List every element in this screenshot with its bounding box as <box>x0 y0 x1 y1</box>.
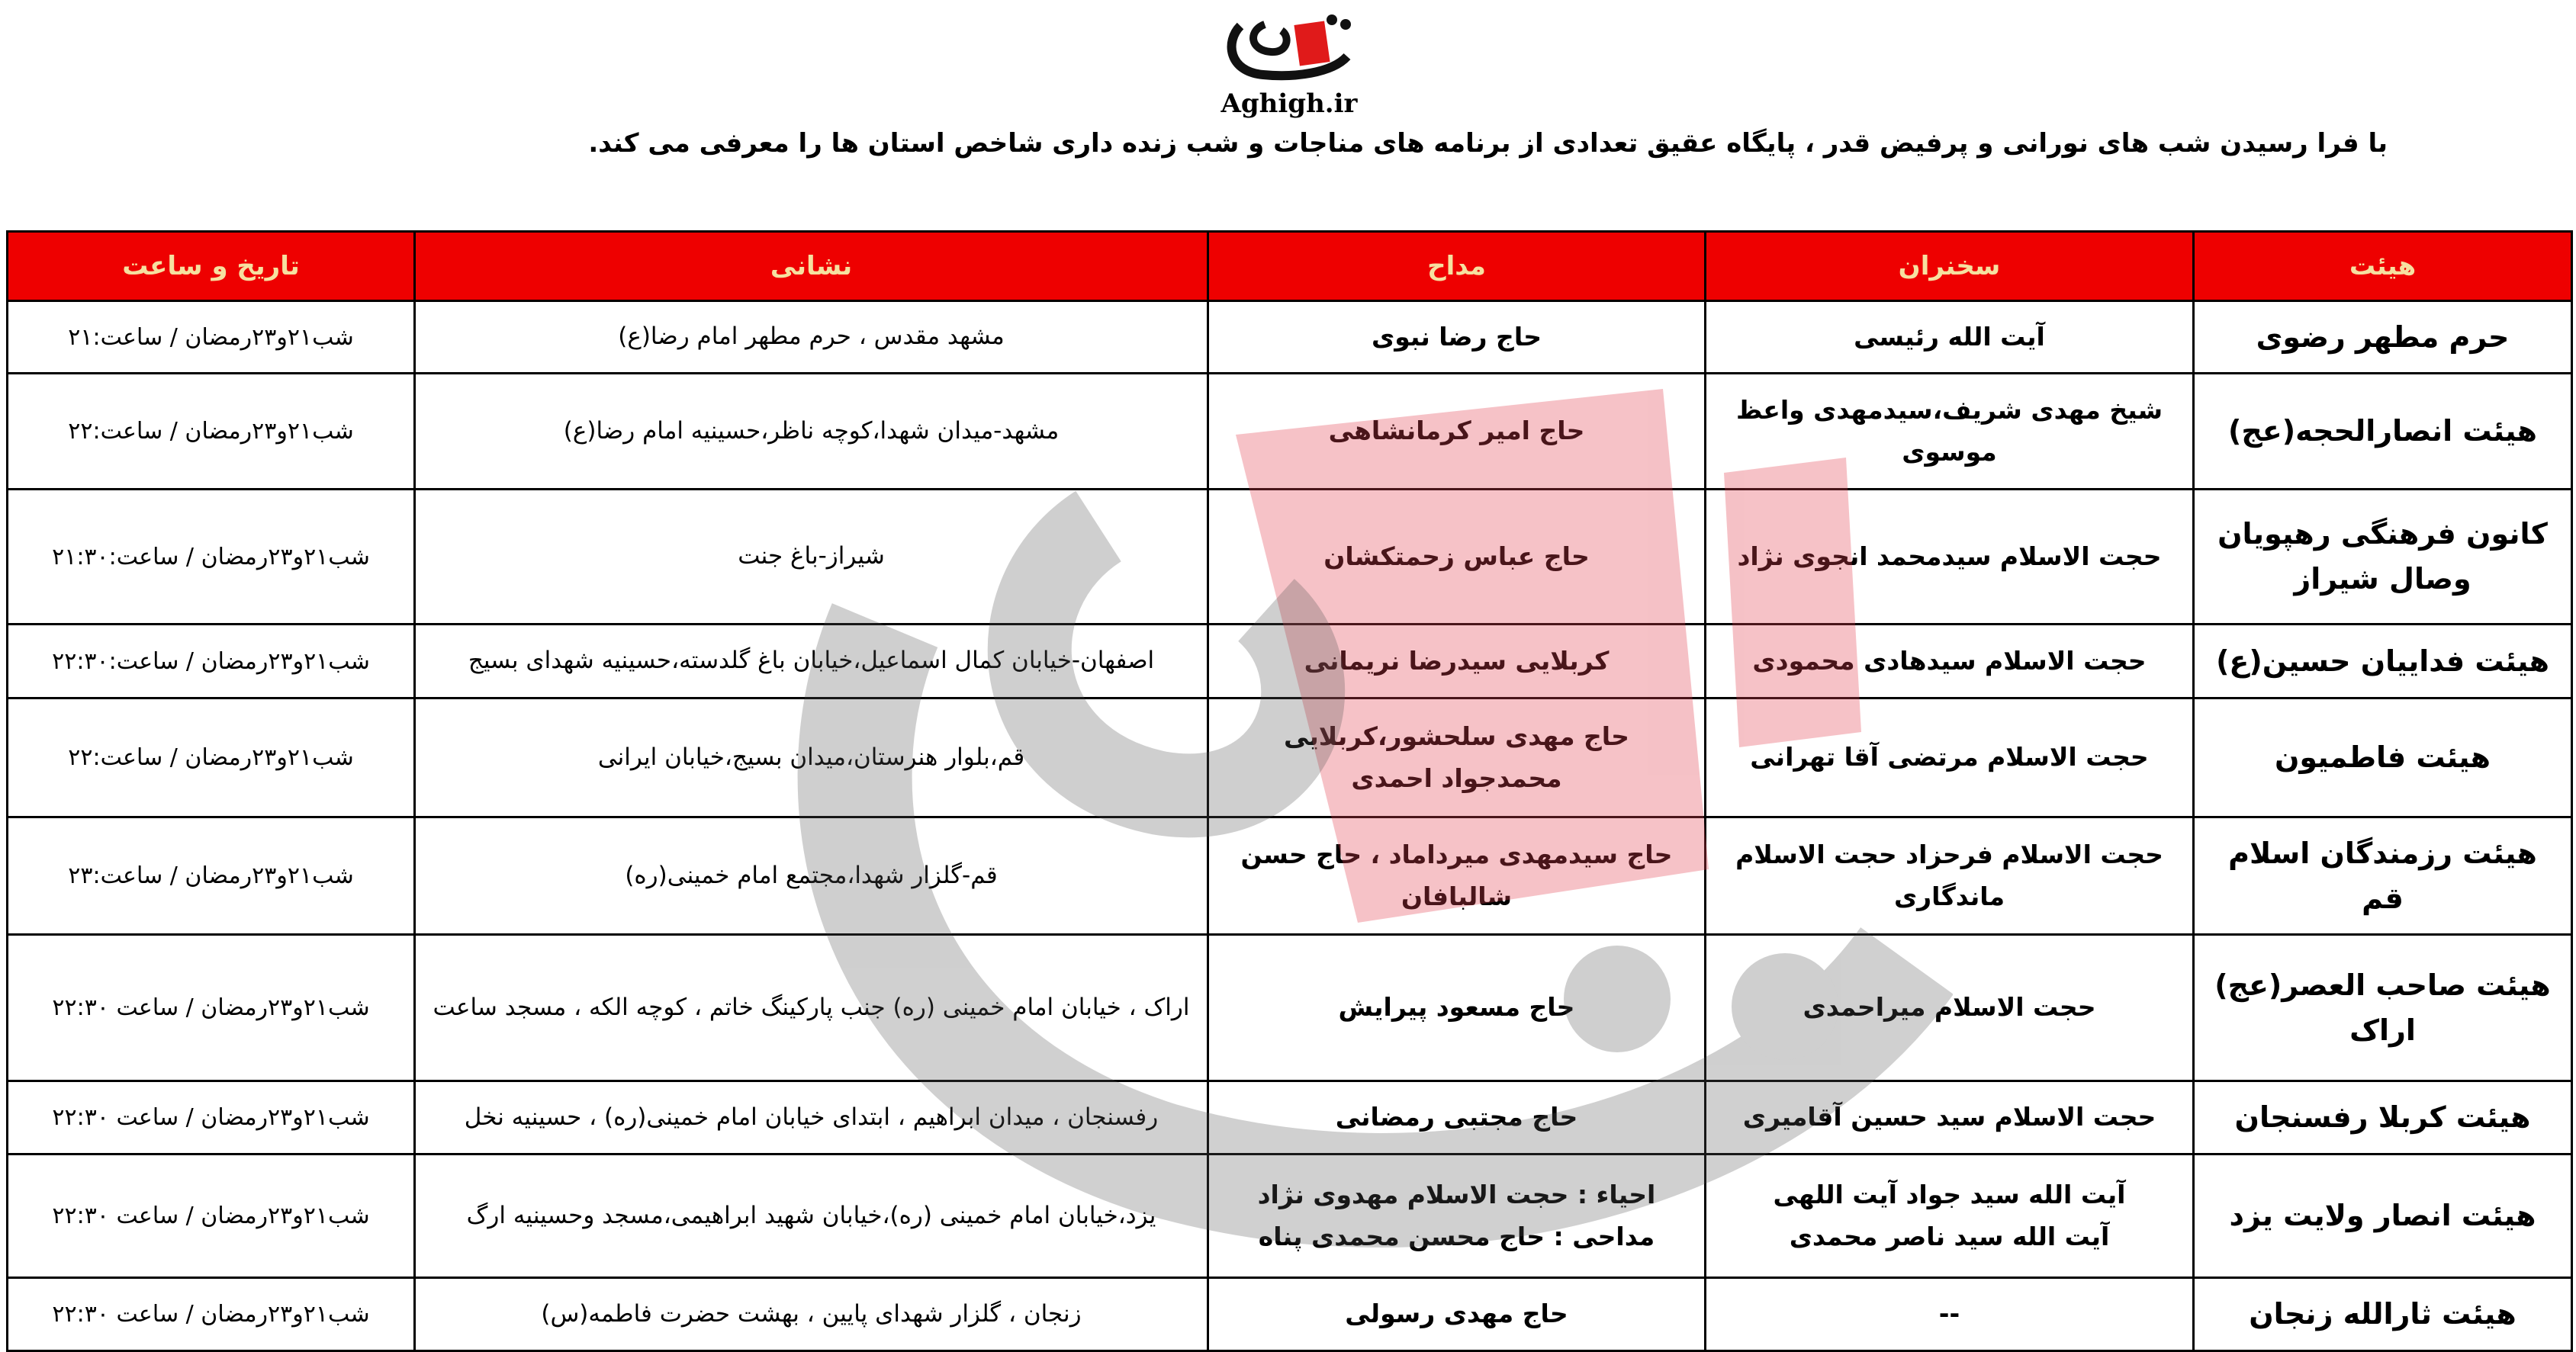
cell-address: زنجان ، گلزار شهدای پایین ، بهشت حضرت فاطمه(س) <box>415 1278 1208 1351</box>
cell-datetime: شب۲۱و۲۳رمضان / ساعت ۲۲:۳۰ <box>8 1154 415 1278</box>
cell-datetime: شب۲۱و۲۳رمضان / ساعت ۲۲:۳۰ <box>8 935 415 1081</box>
cell-madah: حاج عباس زحمتکشان <box>1208 490 1706 625</box>
cell-madah: حاج مهدی رسولی <box>1208 1278 1706 1351</box>
cell-madah: حاج امیر کرمانشاهی <box>1208 374 1706 490</box>
cell-speakers <box>1706 1154 2194 1278</box>
schedule-table <box>6 230 2573 1352</box>
cell-speakers: حجت الاسلام سیدمحمد انجوی نژاد <box>1706 490 2194 625</box>
table-row <box>8 698 2572 817</box>
cell-address: قم،بلوار هنرستان،میدان بسیج،خیابان ایرانی <box>415 698 1208 817</box>
madah-line: مداحی : حاج محسن محمدی پناه <box>1258 1221 1655 1251</box>
cell-datetime: شب۲۱و۲۳رمضان / ساعت:۲۱:۳۰ <box>8 490 415 625</box>
cell-heyat: کانون فرهنگی رهپویان وصال شیراز <box>2194 490 2572 625</box>
cell-speakers: حجت الاسلام سید حسین آقامیری <box>1706 1081 2194 1154</box>
cell-address: اراک ، خیابان امام خمینی (ره) جنب پارکینگ خاتم ، کوچه الکه ، مسجد ساعت <box>415 935 1208 1081</box>
cell-datetime: شب۲۱و۲۳رمضان / ساعت ۲۲:۳۰ <box>8 1081 415 1154</box>
cell-speakers: حجت الاسلام میراحمدی <box>1706 935 2194 1081</box>
table-row <box>8 1278 2572 1351</box>
cell-madah: کربلایی سیدرضا نریمانی <box>1208 625 1706 698</box>
cell-datetime: شب۲۱و۲۳رمضان / ساعت:۲۲ <box>8 374 415 490</box>
intro-text: با فرا رسیدن شب های نورانی و پرفیض قدر ، پایگاه عقیق تعدادی از برنامه های مناجات و شب زنده داری شاخص استان ها را معرفی می کند. <box>588 128 2388 159</box>
cell-heyat: هیئت فاطمیون <box>2194 698 2572 817</box>
cell-datetime: شب۲۱و۲۳رمضان / ساعت:۲۱ <box>8 301 415 374</box>
cell-speakers: آیت الله رئیسی <box>1706 301 2194 374</box>
col-header-heyat: هیئت <box>2194 232 2572 301</box>
cell-heyat: هیئت انصارالحجه(عج) <box>2194 374 2572 490</box>
cell-heyat: هیئت ثارالله زنجان <box>2194 1278 2572 1351</box>
table-header-row <box>8 232 2572 301</box>
col-header-speakers: سخنران <box>1706 232 2194 301</box>
cell-madah: حاج مجتبی رمضانی <box>1208 1081 1706 1154</box>
cell-address: مشهد مقدس ، حرم مطهر امام رضا(ع) <box>415 301 1208 374</box>
cell-address: قم-گلزار شهدا،مجتمع امام خمینی(ره) <box>415 817 1208 935</box>
cell-madah: حاج مهدی سلحشور،کربلایی محمدجواد احمدی <box>1208 698 1706 817</box>
cell-datetime: شب۲۱و۲۳رمضان / ساعت:۲۳ <box>8 817 415 935</box>
table-row <box>8 1081 2572 1154</box>
cell-address: مشهد-میدان شهدا،کوچه ناظر،حسینیه امام رضا(ع) <box>415 374 1208 490</box>
cell-speakers: حجت الاسلام سیدهادی محمودی <box>1706 625 2194 698</box>
table-row <box>8 374 2572 490</box>
col-header-address: نشانی <box>415 232 1208 301</box>
cell-address: یزد،خیابان امام خمینی (ره)،خیابان شهید ابراهیمی،مسجد وحسینیه ارگ <box>415 1154 1208 1278</box>
cell-address: اصفهان-خیابان کمال اسماعیل،خیابان باغ گلدسته،حسینیه شهدای بسیج <box>415 625 1208 698</box>
table-row <box>8 817 2572 935</box>
speaker-line: آیت الله سید ناصر محمدی <box>1789 1221 2110 1251</box>
site-name: Aghigh.ir <box>1220 88 1358 119</box>
cell-madah <box>1208 1154 1706 1278</box>
table-row <box>8 935 2572 1081</box>
cell-madah: حاج رضا نبوی <box>1208 301 1706 374</box>
cell-datetime: شب۲۱و۲۳رمضان / ساعت:۲۲ <box>8 698 415 817</box>
cell-madah: حاج سیدمهدی میرداماد ، حاج حسن شالبافان <box>1208 817 1706 935</box>
table-row <box>8 490 2572 625</box>
cell-heyat: هیئت انصار ولایت یزد <box>2194 1154 2572 1278</box>
cell-heyat: هیئت فداییان حسین(ع) <box>2194 625 2572 698</box>
table-row <box>8 625 2572 698</box>
col-header-datetime: تاریخ و ساعت <box>8 232 415 301</box>
cell-speakers: -- <box>1706 1278 2194 1351</box>
cell-datetime: شب۲۱و۲۳رمضان / ساعت ۲۲:۳۰ <box>8 1278 415 1351</box>
cell-heyat: هیئت صاحب العصر(عج) اراک <box>2194 935 2572 1081</box>
cell-datetime: شب۲۱و۲۳رمضان / ساعت:۲۲:۳۰ <box>8 625 415 698</box>
table-row <box>8 301 2572 374</box>
cell-madah: حاج مسعود پیرایش <box>1208 935 1706 1081</box>
speaker-line: آیت الله سید جواد آیت اللهی <box>1773 1180 2126 1210</box>
cell-heyat: هیئت کربلا رفسنجان <box>2194 1081 2572 1154</box>
cell-speakers: حجت الاسلام فرحزاد حجت الاسلام ماندگاری <box>1706 817 2194 935</box>
col-header-madah: مداح <box>1208 232 1706 301</box>
cell-heyat: هیئت رزمندگان اسلام قم <box>2194 817 2572 935</box>
cell-speakers: حجت الاسلام مرتضی آقا تهرانی <box>1706 698 2194 817</box>
cell-speakers: شیخ مهدی شریف،سیدمهدی واعظ موسوی <box>1706 374 2194 490</box>
cell-address: شیراز-باغ جنت <box>415 490 1208 625</box>
madah-line: احیاء : حجت الاسلام مهدوی نژاد <box>1257 1180 1656 1210</box>
cell-heyat: حرم مطهر رضوی <box>2194 301 2572 374</box>
table-row <box>8 1154 2572 1278</box>
aghigh-logo <box>1217 11 1362 90</box>
cell-address: رفسنجان ، میدان ابراهیم ، ابتدای خیابان امام خمینی(ره) ، حسینیه نخل <box>415 1081 1208 1154</box>
